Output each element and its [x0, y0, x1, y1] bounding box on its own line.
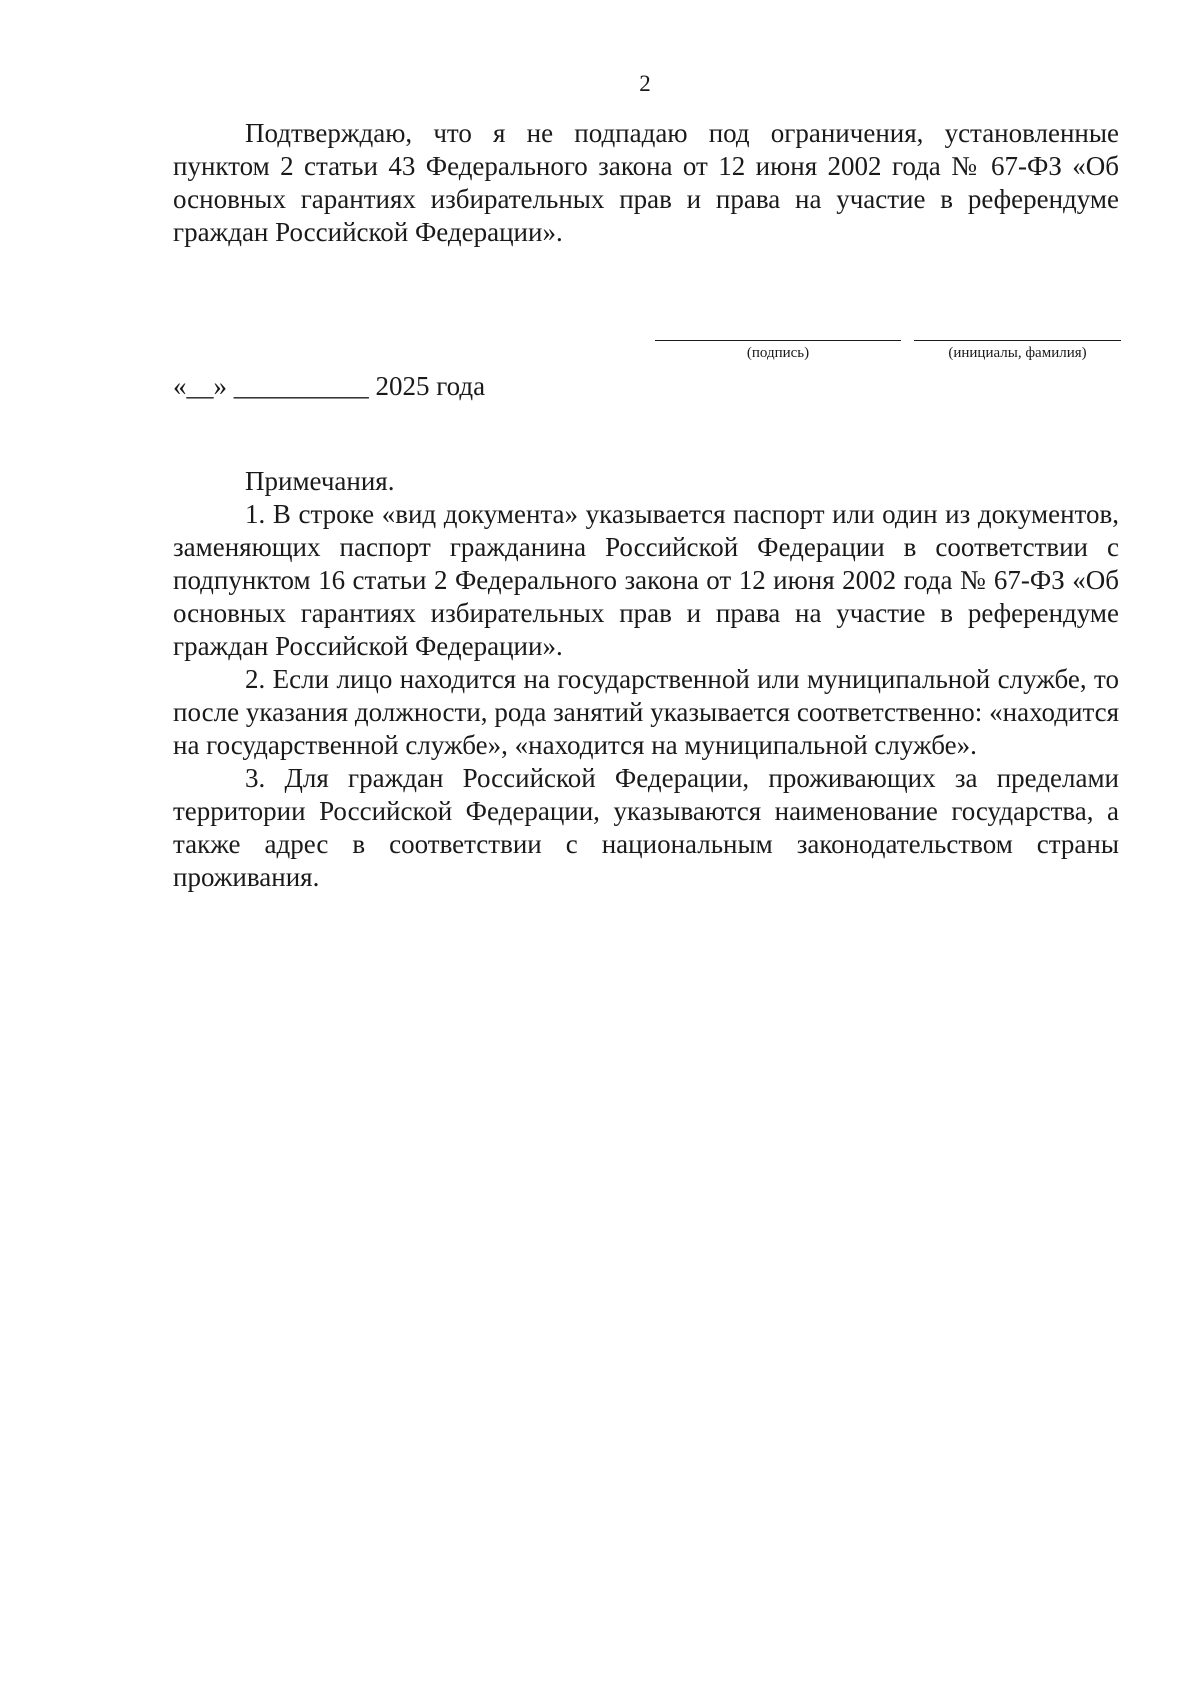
notes-section [173, 465, 1119, 894]
declaration-section [173, 117, 1119, 249]
date-line: «__» __________ 2025 года [173, 371, 486, 401]
name-caption: (инициалы, фамилия) [948, 345, 1087, 361]
note-item: 1. В строке «вид документа» указывается паспорт или один из документов, заменяющих паспорт гражданина Российской Федерации в соответствии с подпунктом 16 статьи 2 Федерального закона от 12 июня 2002 года № 67-ФЗ «Об основных гарантиях избирательных прав и права на участие в референдуме граждан Российской Федерации». [173, 499, 1119, 661]
declaration-text: Подтверждаю, что я не подпадаю под ограничения, установленные пунктом 2 статьи 43 Федерального закона от 12 июня 2002 года № 67-ФЗ «Об основных гарантиях избирательных прав и права на участие в референдуме граждан Российской Федерации». [173, 118, 1119, 247]
signature-field [655, 340, 901, 365]
notes-title: Примечания. [245, 466, 395, 496]
name-field [914, 340, 1121, 365]
note-item: 3. Для граждан Российской Федерации, проживающих за пределами территории Российской Федерации, указываются наименование государства, а также адрес в соответствии с национальным законодательством страны проживания. [173, 763, 1119, 892]
page-number: 2 [639, 71, 651, 96]
signature-caption: (подпись) [746, 345, 810, 361]
signature-block [655, 340, 1121, 370]
note-item: 2. Если лицо находится на государственной или муниципальной службе, то после указания должности, рода занятий указывается соответственно: «находится на государственной службе», «находится на муниципальной службе». [173, 664, 1119, 760]
